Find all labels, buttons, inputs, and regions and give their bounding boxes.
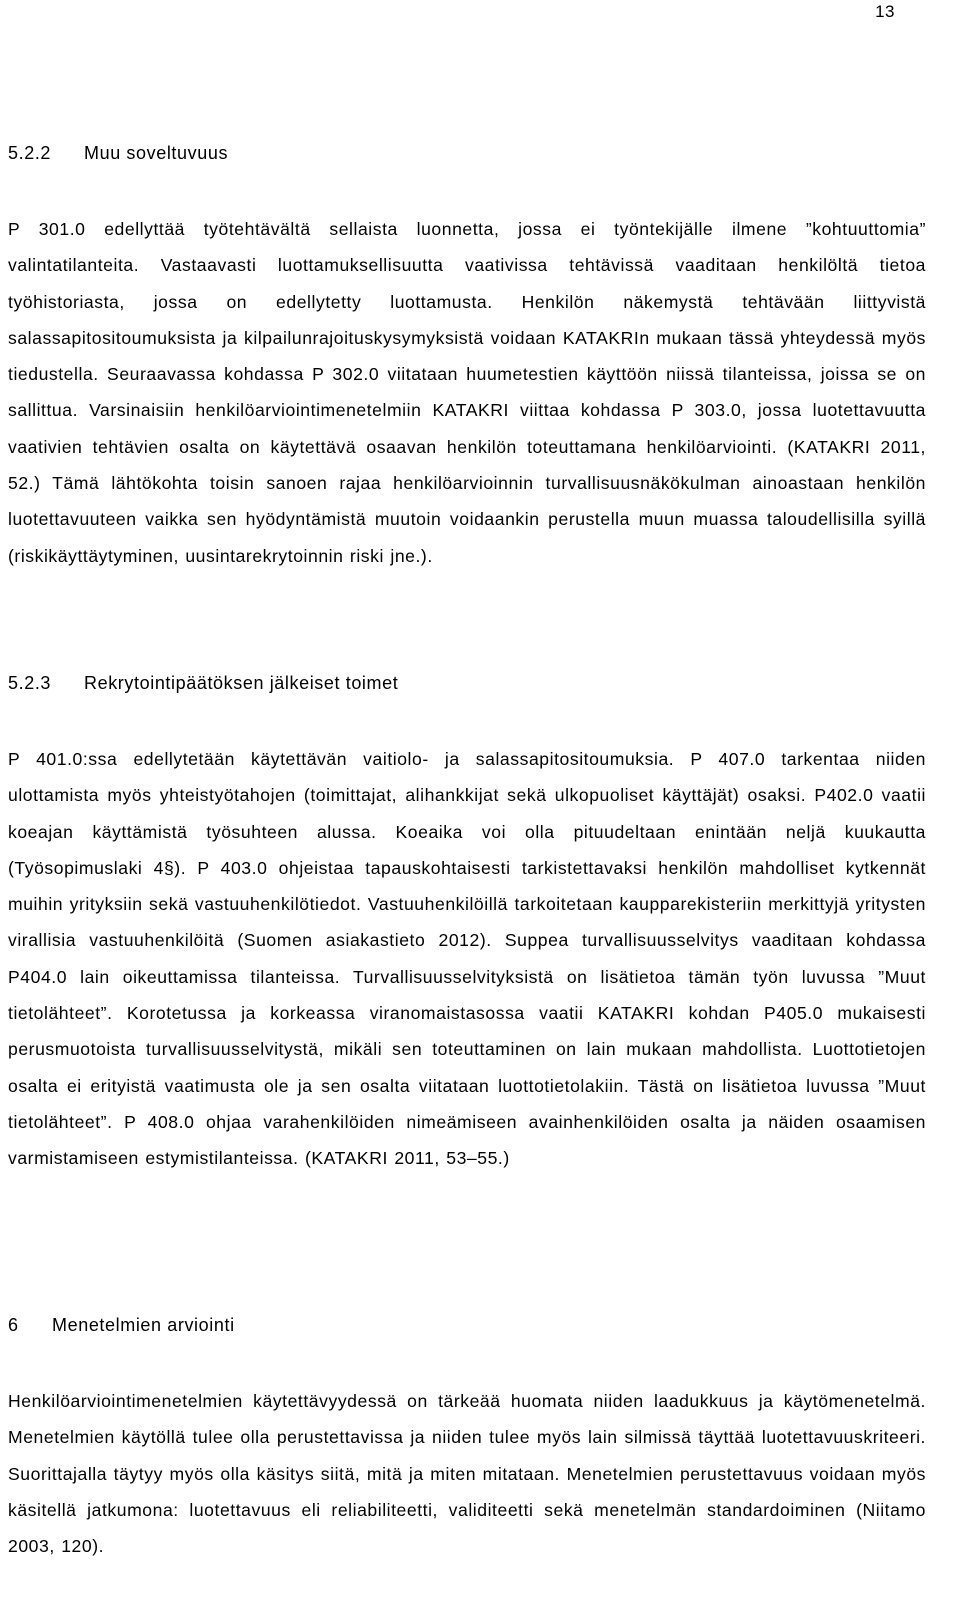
section-title: Menetelmien arviointi (52, 1315, 235, 1335)
page-number: 13 (875, 2, 895, 21)
paragraph-menetelmien-arviointi: Henkilöarviointimenetelmien käytettävyydessä on tärkeää huomata niiden laadukkuus ja käytömenetelmä. Menetelmien käytöllä tulee olla perustettavissa ja niiden tulee myös lain silmissä täyttää luotettavuuskriteeri. Suorittajalla täytyy myös olla käsitys siitä, mitä ja miten mitataan. Menetelmien perustettavuus voidaan myös käsitellä jatkumona: luotettavuus eli reliabiliteetti, validiteetti sekä menetelmän standardoiminen (Niitamo 2003, 120). (8, 1391, 926, 1557)
section-heading-5-2-3 (8, 673, 398, 694)
section-title: Muu soveltuvuus (84, 143, 229, 163)
section-number: 5.2.2 (8, 143, 52, 163)
section-number: 6 (8, 1315, 19, 1335)
section-heading-5-2-2 (8, 143, 228, 164)
section-number: 5.2.3 (8, 673, 52, 693)
paragraph-muu-soveltuvuus: P 301.0 edellyttää työtehtävältä sellaista luonnetta, jossa ei työntekijälle ilmene ”kohtuuttomia” valintatilanteita. Vastaavasti luottamuksellisuutta vaativissa tehtävissä vaaditaan henkilöltä tietoa työhistoriasta, jossa on edellytetty luottamusta. Henkilön näkemystä tehtävään liittyvistä salassapitositoumuksista ja kilpailunrajoituskysymyksistä voidaan KATAKRIn mukaan tässä yhteydessä myös tiedustella. Seuraavassa kohdassa P 302.0 viitataan huumetestien käyttöön niissä tilanteissa, joissa se on sallittua. Varsinaisiin henkilöarviointimenetelmiin KATAKRI viittaa kohdassa P 303.0, jossa luotettavuutta vaativien tehtävien osalta on käytettävä osaavan henkilön toteuttamana henkilöarviointi. (KATAKRI 2011, 52.) Tämä lähtökohta toisin sanoen rajaa henkilöarvioinnin turvallisuusnäkökulman ainoastaan henkilön luotettavuuteen vaikka sen hyödyntämistä muutoin voidaankin perustella muun muassa taloudellisilla syillä (riskikäyttäytyminen, uusintarekrytoinnin riski jne.). (8, 219, 926, 566)
section-title: Rekrytointipäätöksen jälkeiset toimet (84, 673, 399, 693)
section-heading-6 (8, 1315, 235, 1336)
paragraph-rekrytointipaatos: P 401.0:ssa edellytetään käytettävän vaitiolo- ja salassapitositoumuksia. P 407.0 tarkentaa niiden ulottamista myös yhteistyötahojen (toimittajat, alihankkijat sekä ulkopuoliset käyttäjät) osaksi. P402.0 vaatii koeajan käyttämistä työsuhteen alussa. Koeaika voi olla pituudeltaan enintään neljä kuukautta (Työsopimuslaki 4§). P 403.0 ohjeistaa tapauskohtaisesti tarkistettavaksi henkilön mahdolliset kytkennät muihin yrityksiin sekä vastuuhenkilötiedot. Vastuuhenkilöillä tarkoitetaan kaupparekisteriin merkittyjä yritysten virallisia vastuuhenkilöitä (Suomen asiakastieto 2012). Suppea turvallisuusselvitys vaaditaan kohdassa P404.0 lain oikeuttamissa tilanteissa. Turvallisuusselvityksistä on lisätietoa tämän työn luvussa ”Muut tietolähteet”. Korotetussa ja korkeassa viranomaistasossa vaatii KATAKRI kohdan P405.0 mukaisesti perusmuotoista turvallisuusselvitystä, mikäli sen toteuttaminen on lain mukaan mahdollista. Luottotietojen osalta ei erityistä vaatimusta ole ja sen osalta viitataan luottotietolakiin. Tästä on lisätietoa luvussa ”Muut tietolähteet”. P 408.0 ohjaa varahenkilöiden nimeämiseen avainhenkilöiden osalta ja näiden osaamisen varmistamiseen estymistilanteissa. (KATAKRI 2011, 53–55.) (8, 749, 926, 1169)
